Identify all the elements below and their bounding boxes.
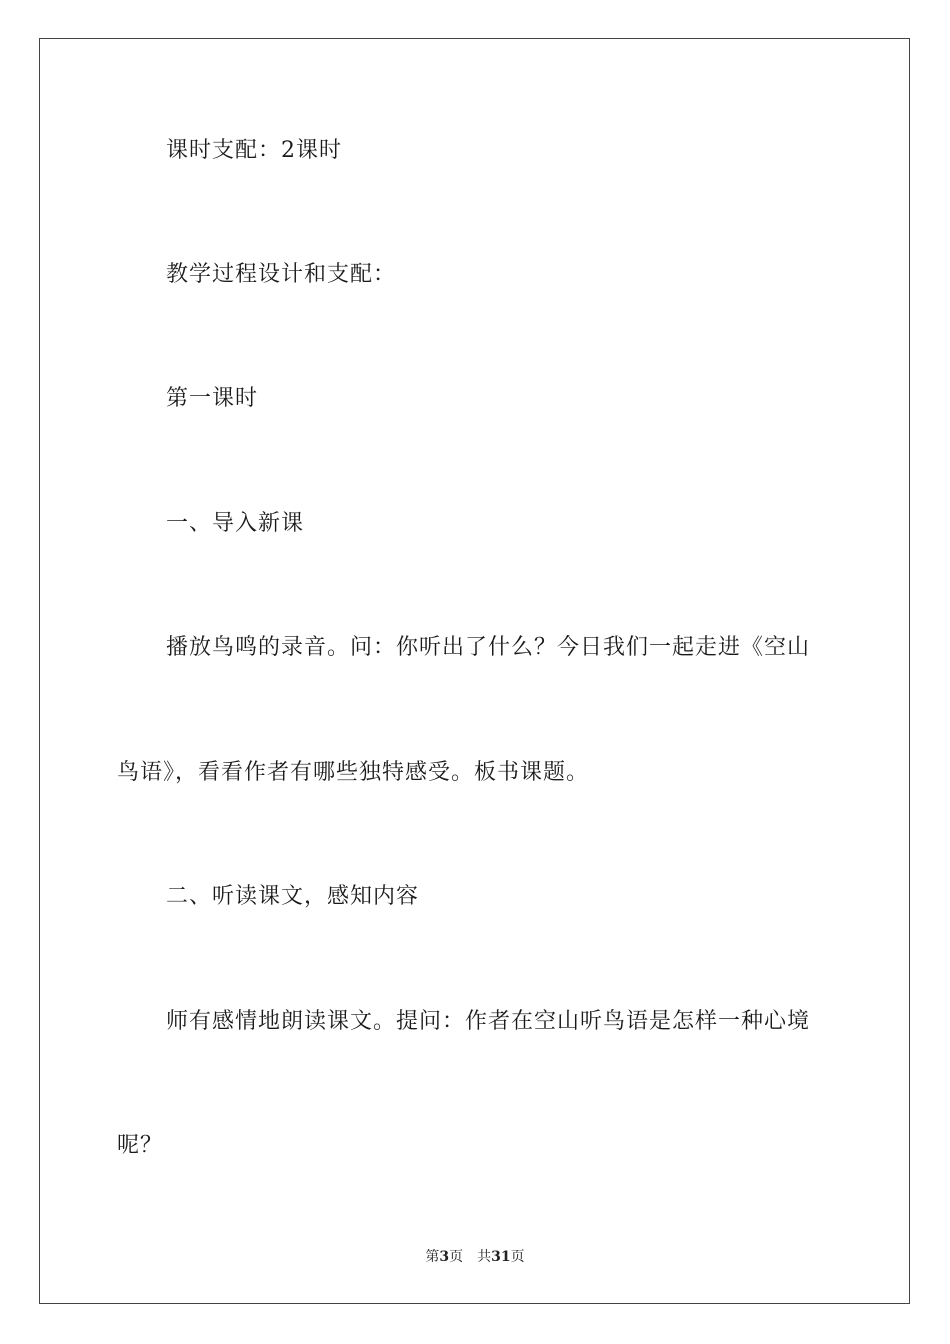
page-number: 3 (439, 1249, 450, 1265)
page-footer (0, 1248, 950, 1266)
paragraph-line: 呢？ (117, 1133, 164, 1158)
page-prefix: 第 (425, 1249, 440, 1265)
section-two-heading: 二、听读课文，感知内容 (166, 884, 420, 909)
total-suffix: 页 (510, 1249, 525, 1265)
paragraph-line: 播放鸟鸣的录音。问：你听出了什么？今日我们一起走进《空山 (166, 635, 811, 660)
total-pages: 31 (491, 1249, 511, 1265)
paragraph-line: 鸟语》，看看作者有哪些独特感受。板书课题。 (117, 760, 590, 785)
total-prefix: 共 (477, 1249, 492, 1265)
page-suffix: 页 (449, 1249, 464, 1265)
teaching-process-heading: 教学过程设计和支配： (166, 262, 397, 287)
paragraph-line: 师有感情地朗读课文。提问：作者在空山听鸟语是怎样一种心境 (166, 1009, 811, 1034)
first-lesson-heading: 第一课时 (166, 386, 259, 411)
page-border (39, 38, 910, 1304)
section-one-heading: 一、导入新课 (166, 511, 305, 536)
class-hours-line: 课时支配：2课时 (166, 138, 342, 163)
